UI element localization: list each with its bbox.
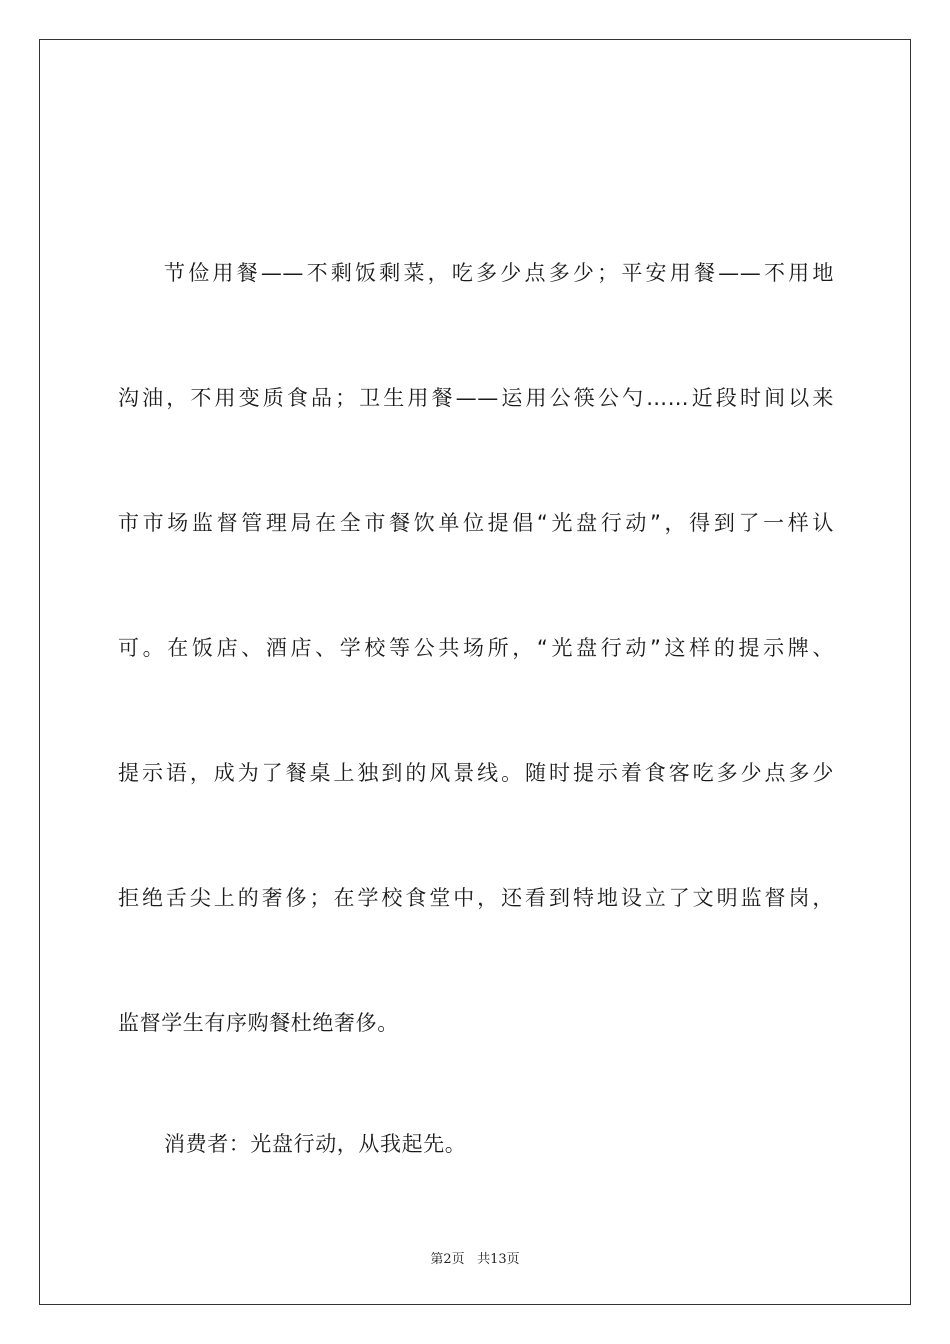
- paragraph-1-line-4: 可。在饭店、酒店、学校等公共场所，“光盘行动”这样的提示牌、: [118, 636, 834, 660]
- paragraph-1-line-2: 沟油，不用变质食品；卫生用餐——运用公筷公勺……近段时间以来: [118, 386, 834, 410]
- paragraph-1-line-6: 拒绝舌尖上的奢侈；在学校食堂中，还看到特地设立了文明监督岗，: [118, 886, 834, 910]
- page-border: [39, 39, 911, 1305]
- paragraph-1-line-3: 市市场监督管理局在全市餐饮单位提倡“光盘行动”，得到了一样认: [118, 511, 834, 535]
- paragraph-1-line-5: 提示语，成为了餐桌上独到的风景线。随时提示着食客吃多少点多少: [118, 761, 834, 785]
- paragraph-1-line-7: 监督学生有序购餐杜绝奢侈。: [118, 1011, 399, 1035]
- page-number: 第2页: [430, 1252, 465, 1267]
- page-total: 共13页: [477, 1252, 520, 1267]
- paragraph-1-line-1: 节俭用餐——不剩饭剩菜，吃多少点多少；平安用餐——不用地: [164, 261, 834, 285]
- page-footer: [0, 1248, 950, 1267]
- paragraph-2-line-1: 消费者：光盘行动，从我起先。: [164, 1132, 467, 1156]
